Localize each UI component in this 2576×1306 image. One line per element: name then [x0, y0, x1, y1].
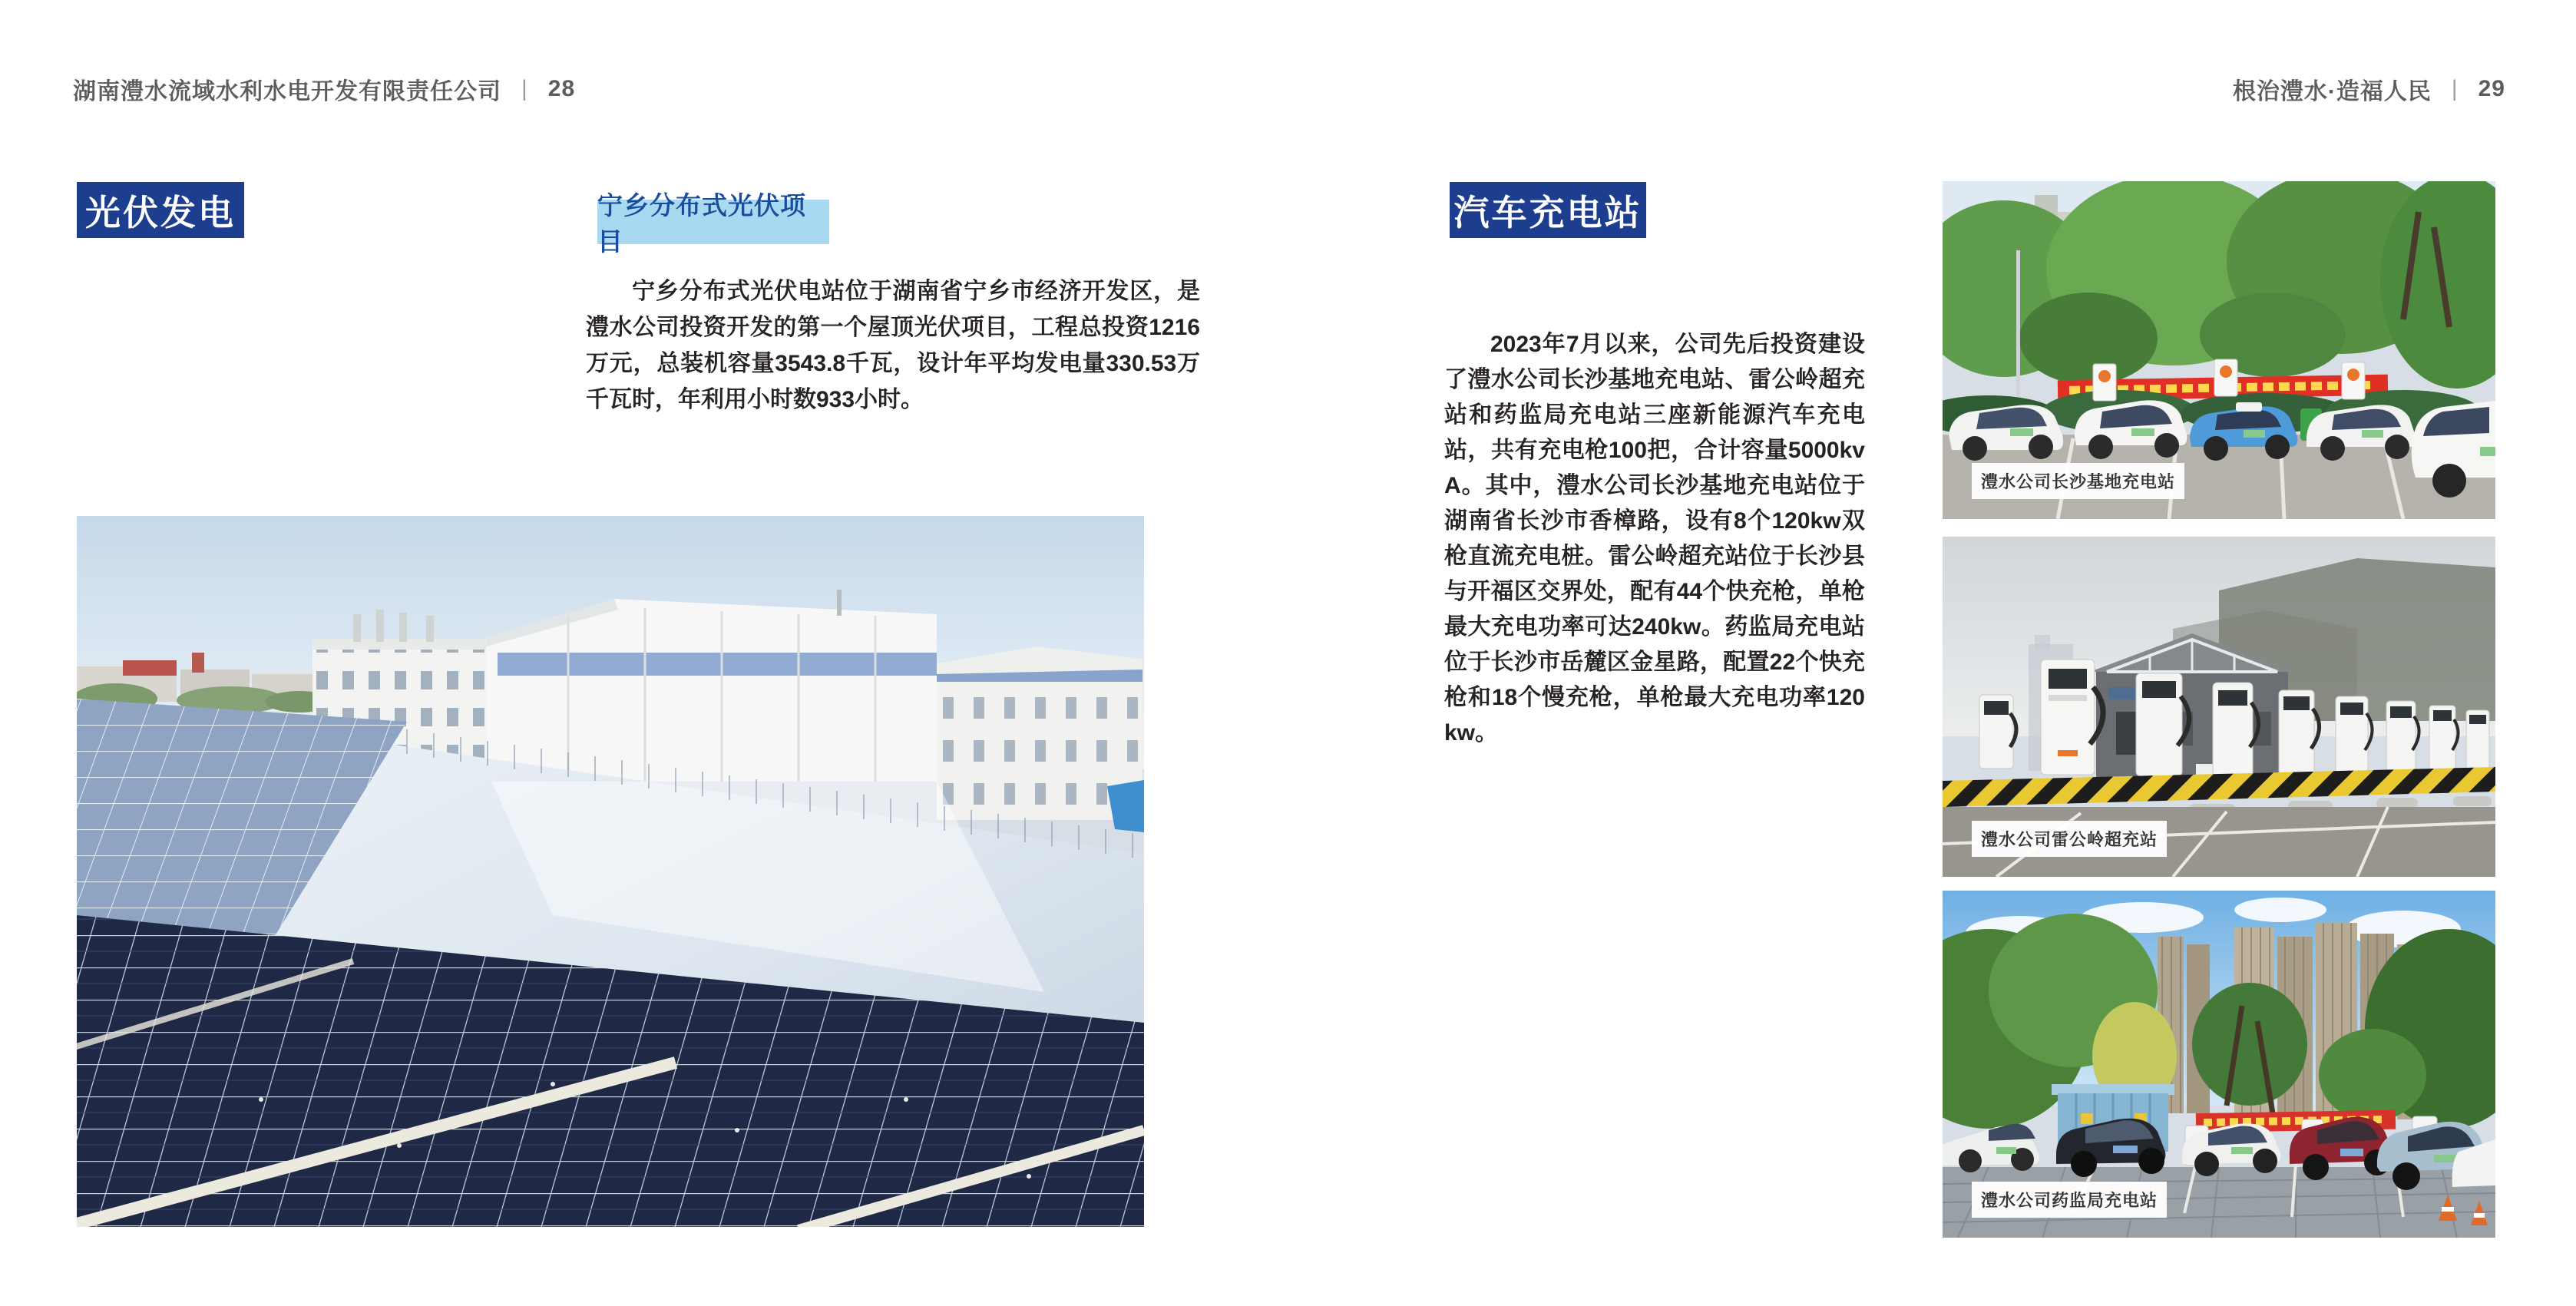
ev-charging-paragraph: 2023年7月以来，公司先后投资建设了澧水公司长沙基地充电站、雷公岭超充站和药监局充电站三座新能源汽车充电站，共有充电枪100把，合计容量5000kvA。其中，澧水公司长沙基地充电站位于湖南省长沙市香樟路，设有8个120kw双枪直流充电桩。雷公岭超充站位于长沙县与开福区交界处，配有44个快充枪，单枪最大充电功率可达240kw。药监局充电站位于长沙市岳麓区金星路，配置22个快充枪和18个慢充枪，单枪最大充电功率120kw。 [1444, 332, 1865, 746]
leigongling-station-photo [1943, 537, 2495, 877]
photo-caption: 澧水公司长沙基地充电站 [1972, 463, 2184, 499]
slogan: 根治澧水·造福人民 [2232, 79, 2432, 104]
page-number-left: 28 [547, 76, 576, 101]
company-name: 湖南澧水流域水利水电开发有限责任公司 [73, 79, 501, 104]
rooftop-solar-illustration [77, 516, 1144, 1227]
factory-hall [486, 590, 937, 782]
photo-caption: 澧水公司雷公岭超充站 [1972, 821, 2167, 857]
subsection-title-ningxiang-pv: 宁乡分布式光伏项目 [597, 200, 829, 244]
running-header-right [2233, 72, 2505, 106]
photo-caption: 澧水公司药监局充电站 [1972, 1182, 2167, 1218]
blue-tarp [1107, 780, 1144, 832]
trees [1943, 181, 2495, 388]
yaojianju-station-photo [1943, 891, 2495, 1238]
photovoltaic-paragraph: 宁乡分布式光伏电站位于湖南省宁乡市经济开发区，是澧水公司投资开发的第一个屋顶光伏项目，工程总投资1216万元，总装机容量3543.8千瓦，设计年平均发电量330.53万千瓦时，年利用小时数933小时。 [586, 279, 1200, 412]
section-title-photovoltaic: 光伏发电 [77, 182, 244, 238]
section-title-ev-charging: 汽车充电站 [1450, 182, 1646, 238]
changsha-base-station-photo [1943, 181, 2495, 519]
header-separator: | [2451, 76, 2459, 101]
light-pole [2016, 250, 2020, 412]
header-separator: | [521, 76, 528, 101]
page-number-right: 29 [2478, 76, 2505, 101]
rooftop-solar-photo [77, 516, 1144, 1227]
running-header-left [73, 72, 575, 106]
